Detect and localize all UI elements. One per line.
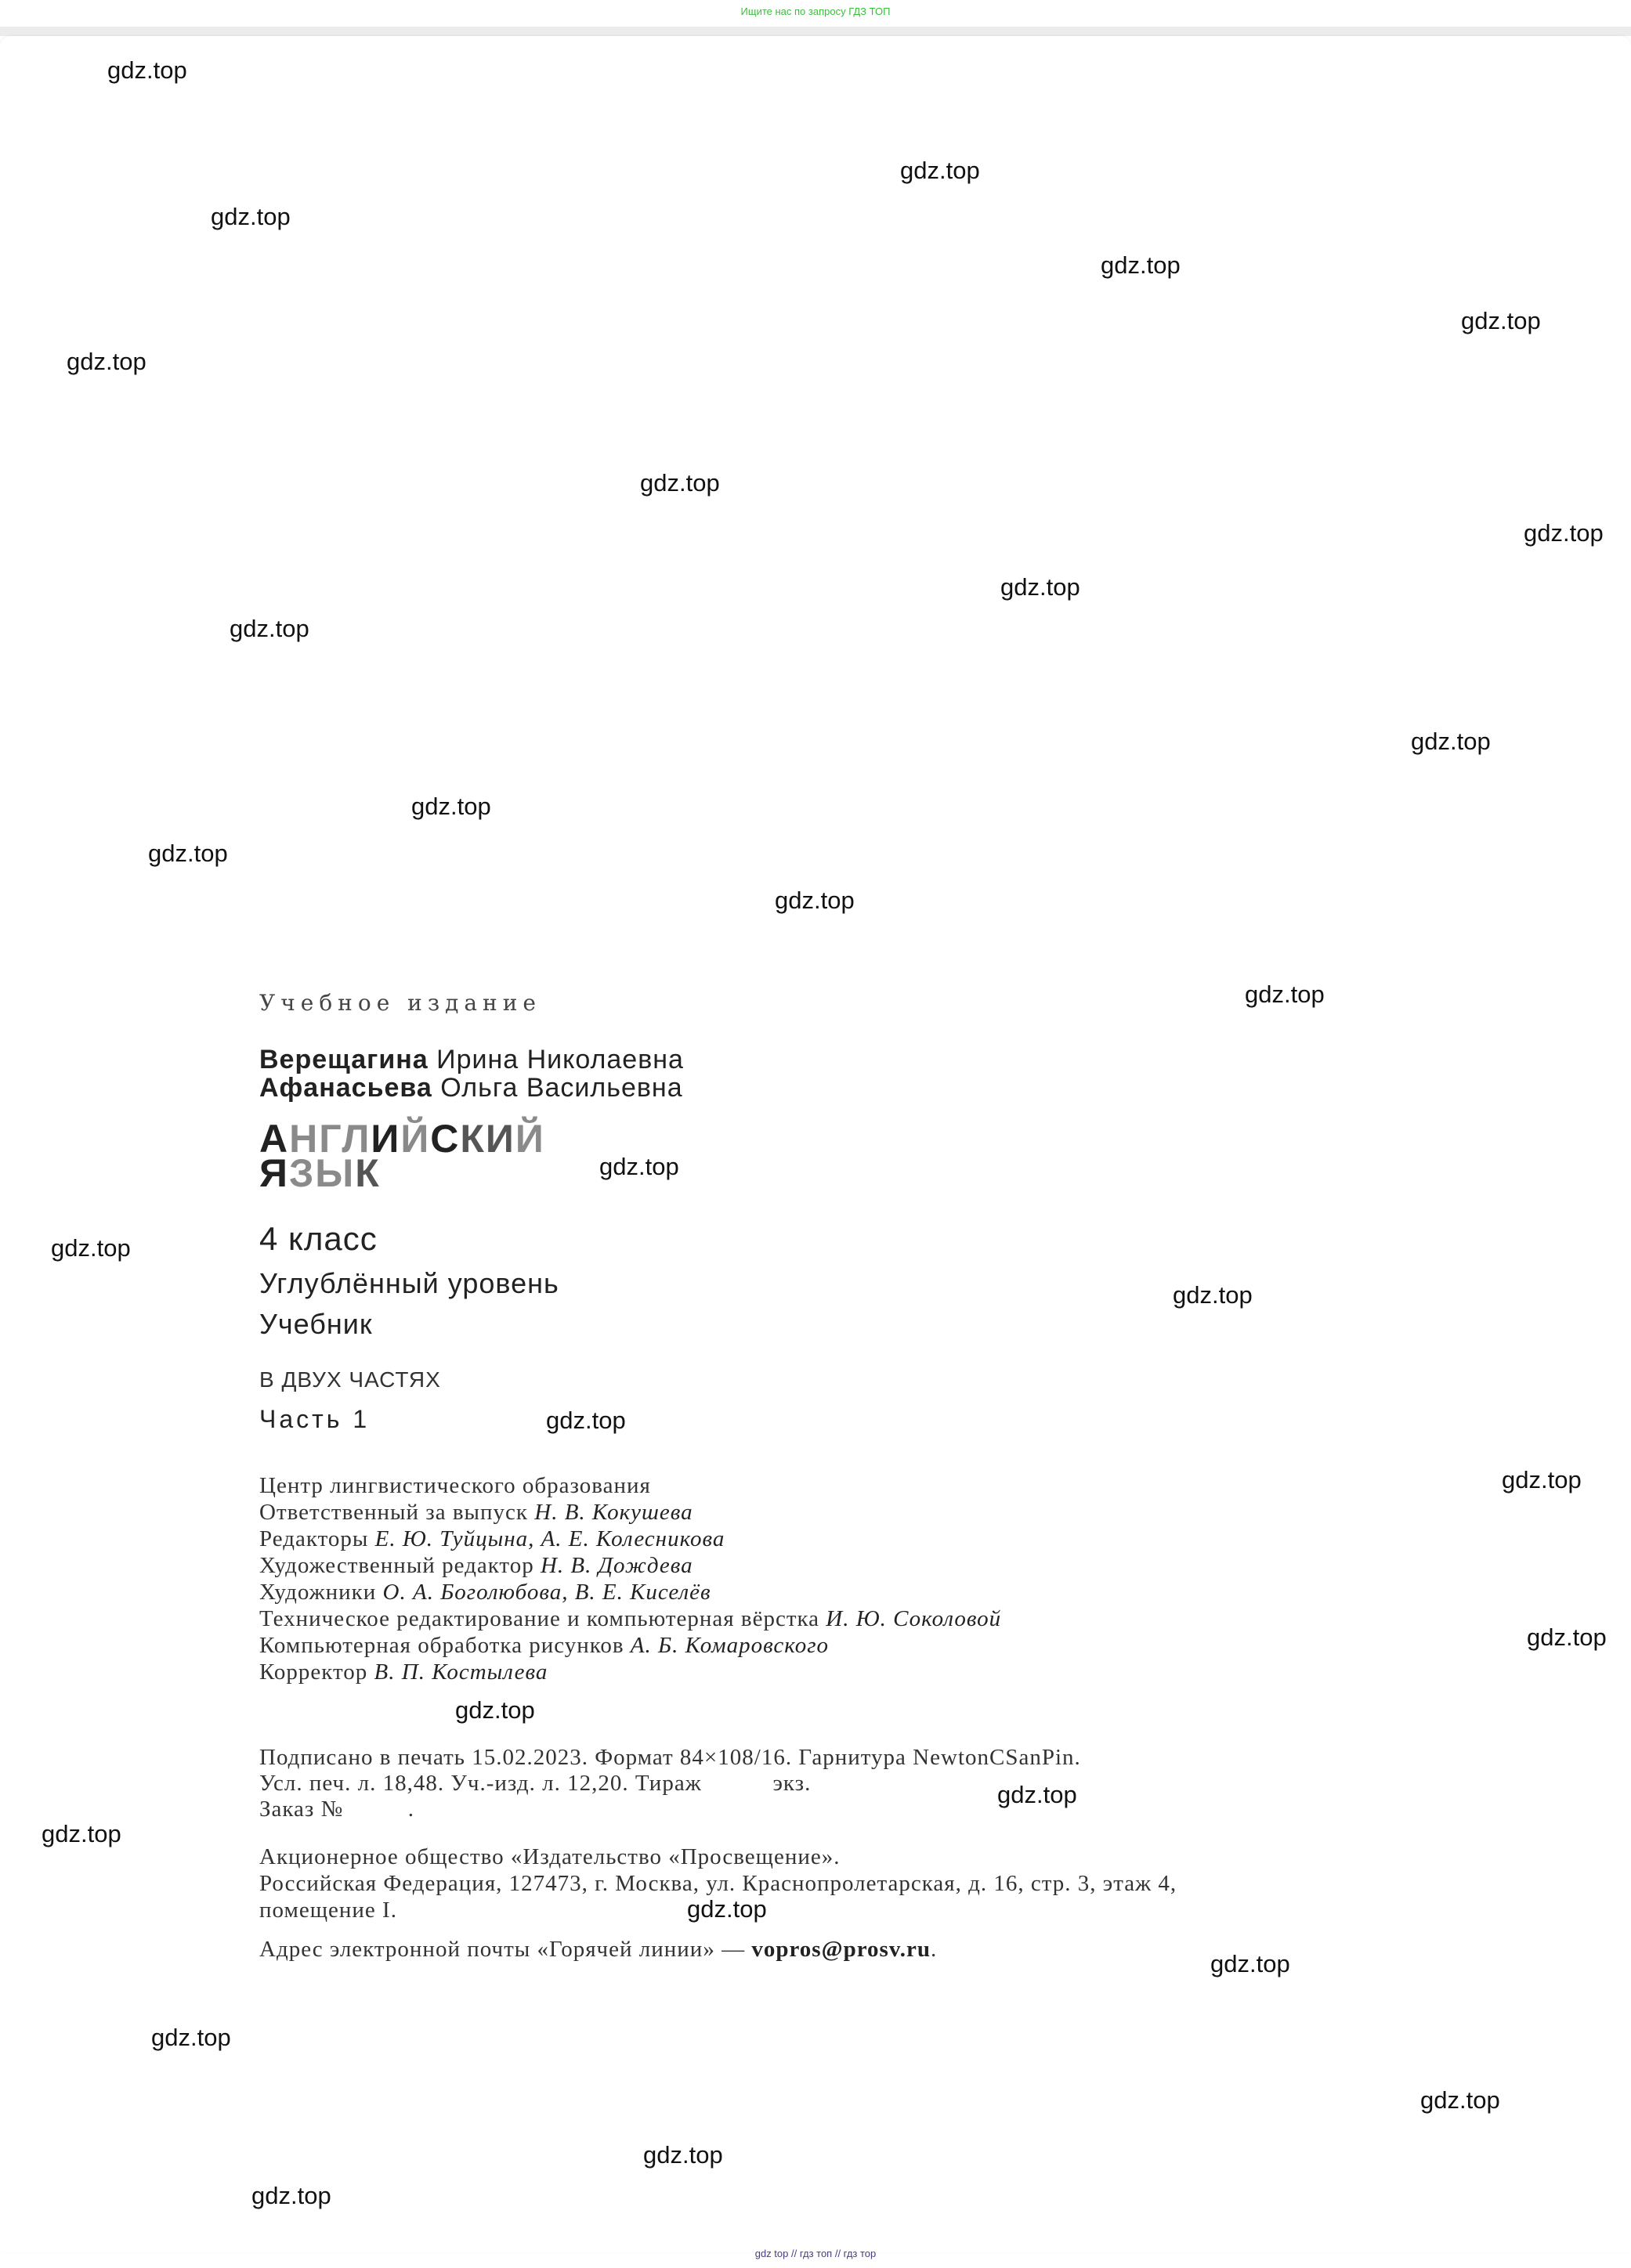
title-letter: Й (515, 1117, 545, 1161)
print-line: Заказ № . (259, 1797, 415, 1822)
watermark: gdz.top (900, 157, 980, 184)
publisher-line: Акционерное общество «Издательство «Просвещение». (259, 1844, 841, 1869)
book-title (259, 1117, 545, 1195)
credit-line (259, 1472, 1001, 1499)
level: Углублённый уровень (259, 1267, 559, 1299)
credit-line (259, 1632, 1001, 1659)
author-surname: Афанасьева (259, 1073, 432, 1103)
watermark: gdz.top (546, 1407, 626, 1434)
title-letter: ЗЫ (288, 1151, 356, 1195)
publisher-line: помещение I. (259, 1898, 397, 1923)
credit-role: Корректор (259, 1659, 368, 1685)
top-divider-bar (0, 27, 1631, 36)
author-given-name: Ольга Васильевна (440, 1073, 683, 1103)
title-letter: С (430, 1117, 461, 1161)
credit-line (259, 1552, 1001, 1579)
watermark: gdz.top (1101, 251, 1181, 279)
credit-role: Художественный редактор (259, 1553, 534, 1578)
author-line (259, 1045, 684, 1075)
watermark: gdz.top (51, 1234, 131, 1262)
watermark: gdz.top (251, 2182, 331, 2209)
author-given-name: Ирина Николаевна (436, 1045, 684, 1074)
email-period: . (930, 1937, 938, 1962)
credit-line (259, 1579, 1001, 1605)
watermark: gdz.top (1527, 1623, 1607, 1651)
watermark: gdz.top (411, 793, 491, 820)
credit-name: Н. В. Кокушева (534, 1500, 693, 1525)
watermark: gdz.top (1173, 1281, 1253, 1309)
watermark: gdz.top (640, 469, 720, 497)
footer-links[interactable]: gdz top // гдз топ // гдз тор (754, 2248, 877, 2259)
watermark: gdz.top (1210, 1950, 1290, 1977)
title-letter: КИ (460, 1117, 515, 1161)
watermark: gdz.top (211, 203, 291, 230)
credit-name: В. П. Костылева (374, 1659, 548, 1685)
credit-role: Ответственный за выпуск (259, 1500, 529, 1525)
watermark: gdz.top (1000, 573, 1080, 601)
credits-list (259, 1472, 1001, 1685)
part-number: Часть 1 (259, 1405, 371, 1433)
watermark: gdz.top (1420, 2086, 1500, 2114)
title-letter: Й (400, 1117, 431, 1161)
credit-line (259, 1659, 1001, 1685)
print-details (259, 1745, 1081, 1822)
credit-name: Н. В. Дождева (540, 1553, 693, 1578)
author-surname: Верещагина (259, 1045, 429, 1074)
hotline-email (259, 1936, 937, 1963)
credit-name: А. Б. Комаровского (630, 1633, 830, 1658)
credit-name: И. Ю. Соколовой (826, 1606, 1002, 1631)
title-letter: К (355, 1151, 381, 1195)
watermark: gdz.top (599, 1153, 679, 1180)
watermark: gdz.top (1524, 519, 1604, 547)
watermark: gdz.top (1502, 1466, 1582, 1493)
watermark: gdz.top (67, 348, 146, 375)
title-letter: А (259, 1117, 290, 1161)
watermark: gdz.top (230, 615, 309, 642)
credit-role: Центр лингвистического образования (259, 1473, 651, 1498)
watermark: gdz.top (1245, 981, 1325, 1008)
watermark: gdz.top (148, 840, 228, 867)
parts-note: В ДВУХ ЧАСТЯХ (259, 1367, 441, 1392)
email-address[interactable]: vopros@prosv.ru (751, 1937, 931, 1962)
watermark: gdz.top (643, 2141, 723, 2169)
watermark: gdz.top (1411, 728, 1491, 755)
author-line (259, 1073, 683, 1103)
email-label: Адрес электронной почты «Горячей линии» — (259, 1937, 746, 1962)
publisher-line: Российская Федерация, 127473, г. Москва, ул. Краснопролетарская, д. 16, стр. 3, этаж 4, (259, 1871, 1177, 1896)
watermark: gdz.top (107, 56, 187, 84)
watermark: gdz.top (455, 1696, 535, 1724)
credit-role: Художники (259, 1580, 377, 1605)
credit-line (259, 1499, 1001, 1526)
book-title-line-2 (259, 1151, 545, 1195)
top-banner[interactable]: Ищите нас по запросу ГДЗ ТОП (740, 5, 891, 17)
title-letter: Я (259, 1151, 289, 1195)
grade: 4 класс (259, 1220, 378, 1257)
credit-line (259, 1526, 1001, 1552)
credit-line (259, 1605, 1001, 1632)
title-letter: И (371, 1117, 401, 1161)
title-letter: НГЛ (289, 1117, 371, 1161)
watermark: gdz.top (1461, 307, 1541, 334)
book-type: Учебник (259, 1308, 373, 1340)
credit-name: О. А. Боголюбова, В. Е. Киселёв (382, 1580, 711, 1605)
watermark: gdz.top (687, 1895, 767, 1923)
watermark: gdz.top (42, 1820, 121, 1847)
credit-name: Е. Ю. Туйцына, А. Е. Колесникова (374, 1526, 725, 1551)
credit-role: Техническое редактирование и компьютерная вёрстка (259, 1606, 820, 1631)
watermark: gdz.top (997, 1781, 1077, 1808)
watermark: gdz.top (775, 887, 855, 914)
watermark: gdz.top (151, 2024, 231, 2051)
edition-type: Учебное издание (259, 990, 541, 1016)
print-line: Усл. печ. л. 18,48. Уч.-изд. л. 12,20. Тираж экз. (259, 1771, 812, 1796)
publisher-details (259, 1844, 1372, 1923)
credit-role: Компьютерная обработка рисунков (259, 1633, 624, 1658)
credit-role: Редакторы (259, 1526, 369, 1551)
print-line: Подписано в печать 15.02.2023. Формат 84×108/16. Гарнитура NewtonCSanPin. (259, 1745, 1081, 1770)
